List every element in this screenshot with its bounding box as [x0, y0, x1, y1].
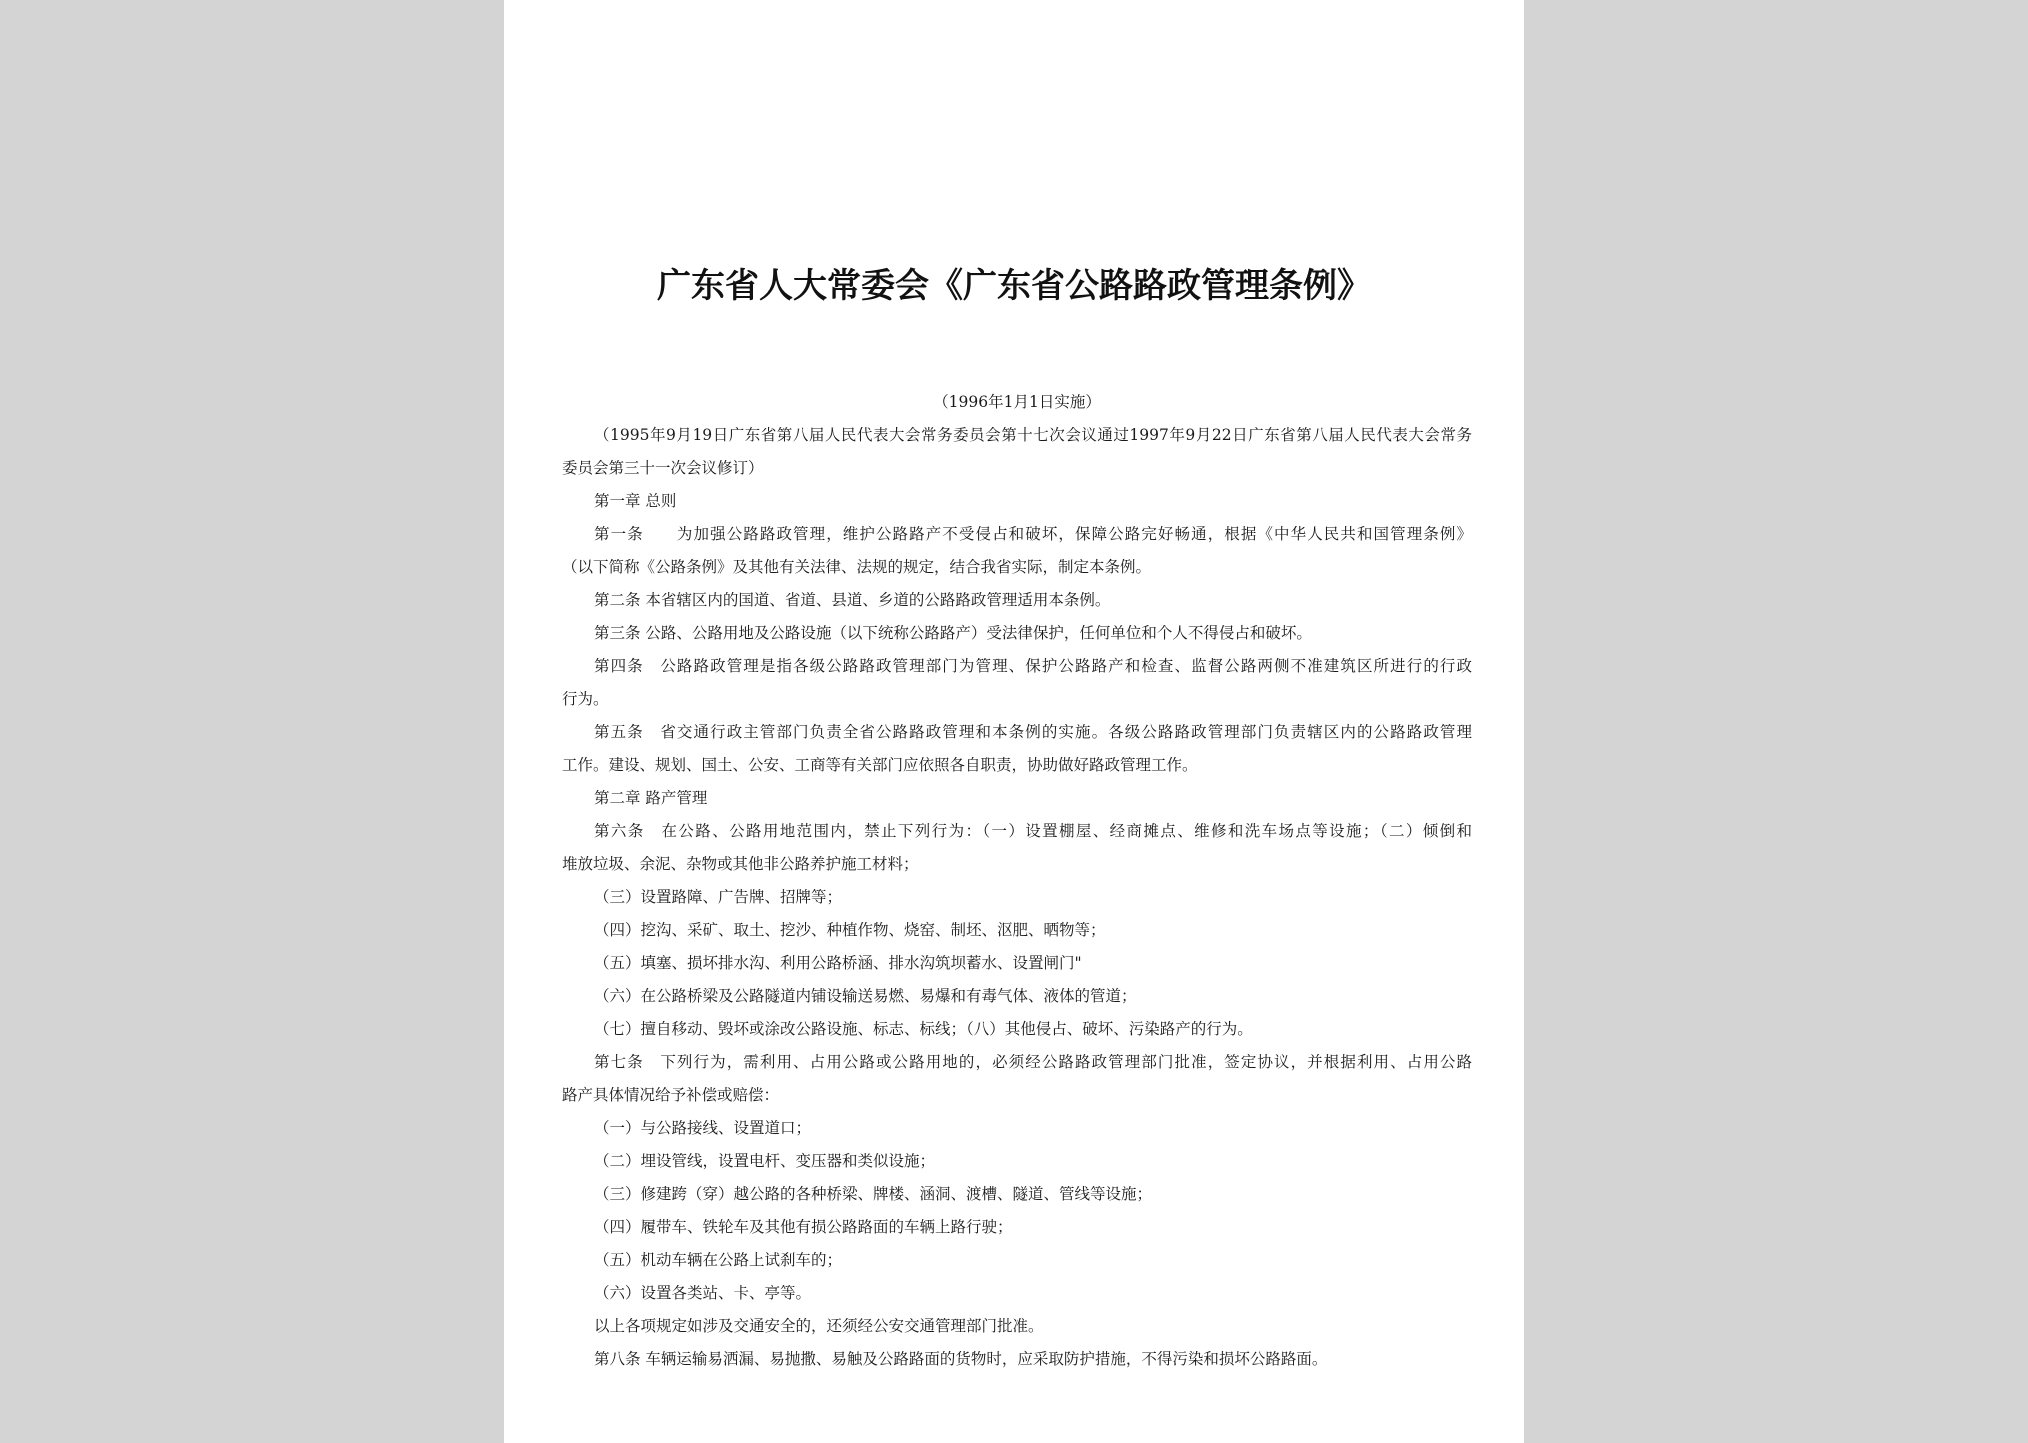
list-item: （六）在公路桥梁及公路隧道内铺设输送易燃、易爆和有毒气体、液体的管道； [594, 987, 1137, 1005]
adoption-note-line-1: （1995年9月19日广东省第八届人民代表大会常务委员会第十七次会议通过1997年9月22日广东省第八届人民代表大会常务 [594, 426, 1472, 444]
document-title: 广东省人大常委会《广东省公路路政管理条例》 [657, 266, 1371, 306]
article-line: 第七条 下列行为，需利用、占用公路或公路用地的，必须经公路路政管理部门批准，签定协议，并根据利用、占用公路 [594, 1053, 1472, 1071]
article-line: 第四条 公路路政管理是指各级公路路政管理部门为管理、保护公路路产和检查、监督公路两侧不准建筑区所进行的行政 [594, 657, 1472, 675]
list-item: （五）机动车辆在公路上试刹车的； [594, 1251, 843, 1269]
article-line: 以上各项规定如涉及交通安全的，还须经公安交通管理部门批准。 [594, 1317, 1044, 1335]
article-line: 第二条 本省辖区内的国道、省道、县道、乡道的公路路政管理适用本条例。 [594, 591, 1111, 609]
list-item: （四）履带车、铁轮车及其他有损公路路面的车辆上路行驶； [594, 1218, 1013, 1236]
article-line: 路产具体情况给予补偿或赔偿： [562, 1086, 780, 1104]
document-page [504, 0, 1524, 1443]
list-item: （五）填塞、损坏排水沟、利用公路桥涵、排水沟筑坝蓄水、设置闸门" [594, 954, 1082, 972]
list-item: （七）擅自移动、毁坏或涂改公路设施、标志、标线；（八）其他侵占、破坏、污染路产的行为。 [594, 1020, 1253, 1038]
document-body [562, 386, 1472, 1376]
list-item: （三）修建跨（穿）越公路的各种桥梁、牌楼、涵洞、渡槽、隧道、管线等设施； [594, 1185, 1153, 1203]
article-line: 第八条 车辆运输易洒漏、易抛撒、易触及公路路面的货物时，应采取防护措施，不得污染和损坏公路路面。 [594, 1350, 1328, 1368]
list-item: （一）与公路接线、设置道口； [594, 1119, 812, 1137]
chapter-heading: 第一章 总则 [594, 492, 677, 510]
list-item: （六）设置各类站、卡、亭等。 [594, 1284, 812, 1302]
list-item: （三）设置路障、广告牌、招牌等； [594, 888, 843, 906]
article-line: 第五条 省交通行政主管部门负责全省公路路政管理和本条例的实施。各级公路路政管理部门负责辖区内的公路路政管理 [594, 723, 1472, 741]
article-line: 第三条 公路、公路用地及公路设施（以下统称公路路产）受法律保护，任何单位和个人不得侵占和破坏。 [594, 624, 1312, 642]
article-line: （以下简称《公路条例》及其他有关法律、法规的规定，结合我省实际，制定本条例。 [562, 558, 1152, 576]
adoption-note-line-2: 委员会第三十一次会议修订） [562, 459, 764, 477]
article-line: 工作。建设、规划、国土、公安、工商等有关部门应依照各自职责，协助做好路政管理工作。 [562, 756, 1198, 774]
chapter-heading: 第二章 路产管理 [594, 789, 708, 807]
effective-date-line: （1996年1月1日实施） [933, 393, 1101, 411]
list-item: （四）挖沟、采矿、取土、挖沙、种植作物、烧窑、制坯、沤肥、晒物等； [594, 921, 1106, 939]
article-line: 第一条 为加强公路路政管理，维护公路路产不受侵占和破坏，保障公路完好畅通，根据《中华人民共和国管理条例》 [594, 525, 1472, 543]
article-line: 第六条 在公路、公路用地范围内，禁止下列行为：（一）设置棚屋、经商摊点、维修和洗车场点等设施；（二）倾倒和 [594, 822, 1472, 840]
article-line: 行为。 [562, 690, 609, 708]
list-item: （二）埋设管线，设置电杆、变压器和类似设施； [594, 1152, 936, 1170]
article-line: 堆放垃圾、余泥、杂物或其他非公路养护施工材料； [562, 855, 919, 873]
